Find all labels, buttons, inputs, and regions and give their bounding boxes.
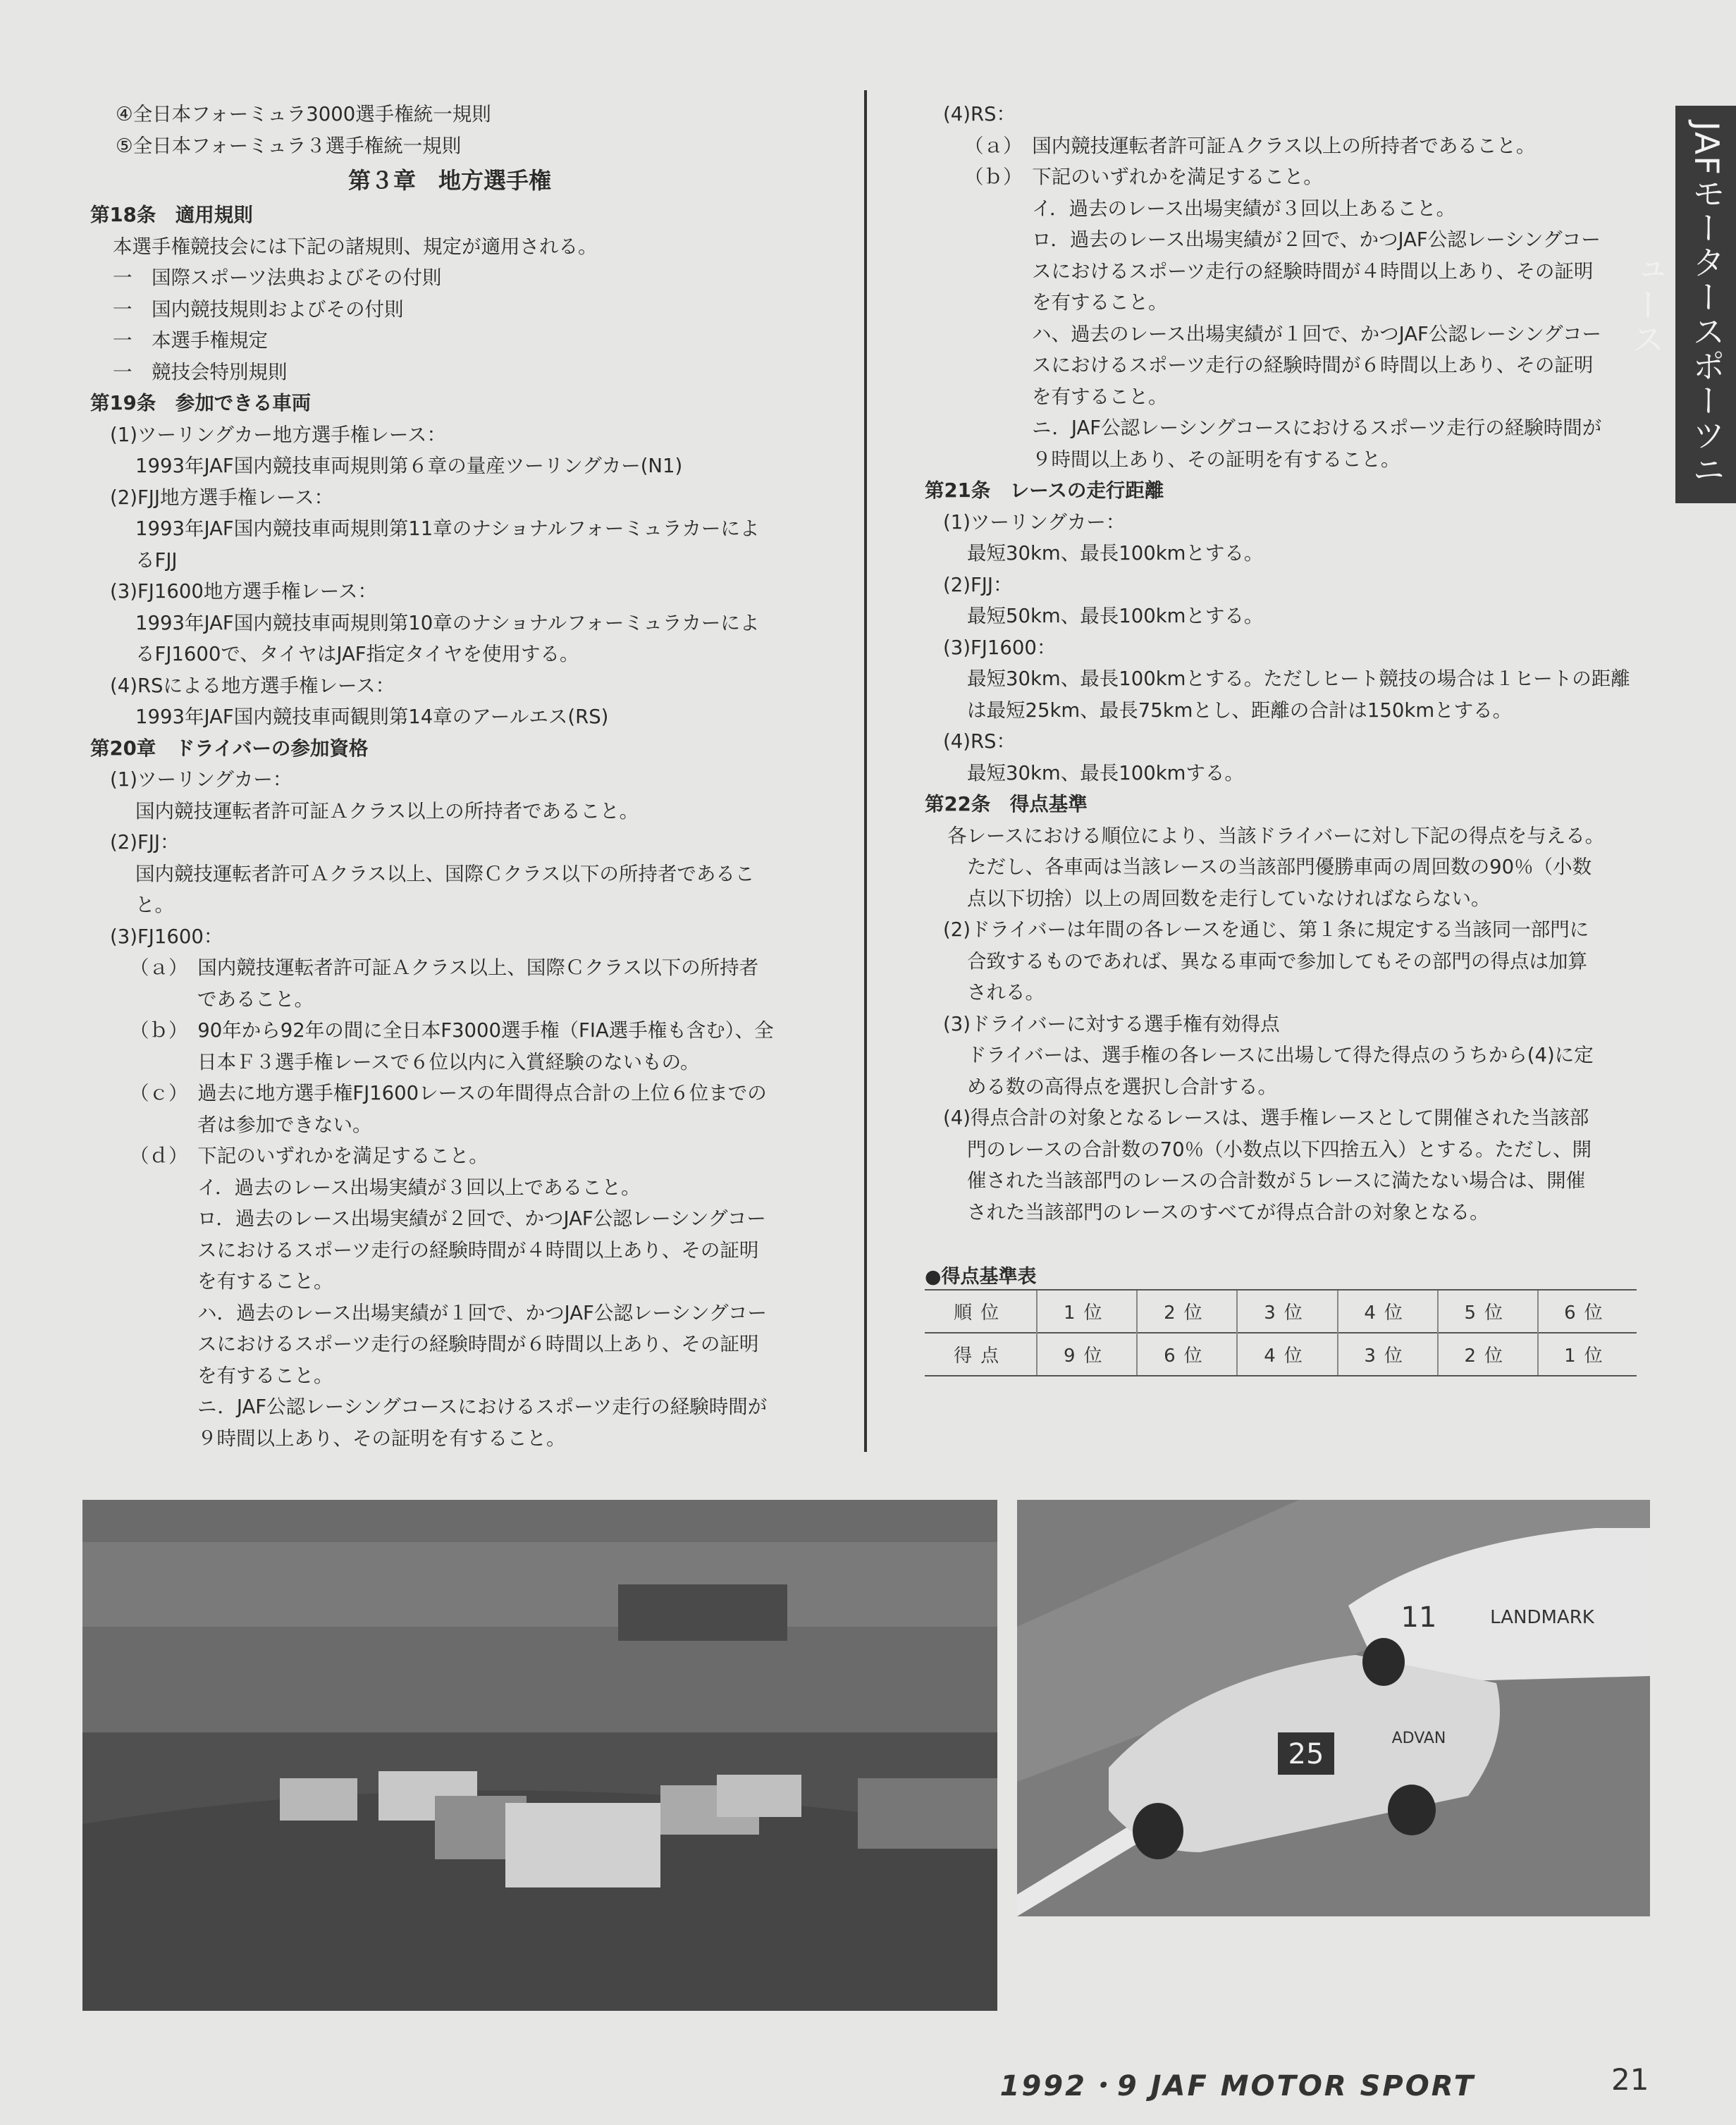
page-number: 21	[1611, 2062, 1649, 2097]
text-line: ⑤全日本フォーミュラ３選手権統一規則	[116, 134, 462, 157]
text-line: スにおけるスポーツ走行の経験時間が４時間以上あり、その証明	[1032, 259, 1594, 283]
text-line: を有すること。	[197, 1364, 333, 1387]
text-line: （ａ） 国内競技運転者許可証Ａクラス以上の所持者であること。	[964, 134, 1536, 157]
text-line: スにおけるスポーツ走行の経験時間が６時間以上あり、その証明	[1032, 354, 1594, 376]
score-cell: 2位	[1137, 1290, 1237, 1333]
article-heading: 第22条 得点基準	[925, 793, 1088, 815]
text-line: ハ．過去のレース出場実績が１回で、かつJAF公認レーシングコー	[197, 1301, 767, 1324]
text-line: ドライバーは、選手権の各レースに出場して得た得点のうちから(4)に定	[967, 1044, 1594, 1066]
right-column	[925, 99, 1638, 1228]
text-line: であること。	[197, 987, 314, 1011]
text-line: 最短50km、最長100kmとする。	[967, 605, 1264, 627]
text-line: 点以下切捨）以上の周回数を走行していなければならない。	[967, 887, 1491, 910]
text-line: 日本Ｆ３選手権レースで６位以内に入賞経験のないもの。	[197, 1050, 700, 1073]
score-cell: 1位	[1538, 1333, 1637, 1376]
text-line: を有すること。	[1032, 385, 1168, 408]
text-line: (4)RSによる地方選手権レース：	[110, 674, 395, 697]
text-line: (3)ドライバーに対する選手権有効得点	[943, 1012, 1280, 1035]
touring-car-race-image	[82, 1500, 997, 2011]
score-cell: 1位	[1037, 1290, 1137, 1333]
chapter-heading: 第３章 地方選手権	[347, 167, 551, 194]
text-line: (3)FJ1600：	[110, 925, 223, 948]
left-column	[90, 99, 809, 1454]
score-cell: 5位	[1438, 1290, 1538, 1333]
score-cell: 3位	[1237, 1290, 1337, 1333]
text-line: を有すること。	[1032, 291, 1168, 314]
text-line: (2)ドライバーは年間の各レースを通じ、第１条に規定する当該同一部門に	[943, 918, 1589, 941]
text-line: は最短25km、最長75kmとし、距離の合計は150kmとする。	[967, 698, 1513, 722]
text-line: (2)FJJ：	[943, 573, 1013, 596]
text-line: ９時間以上あり、その証明を有すること。	[197, 1427, 566, 1450]
text-line: ９時間以上あり、その証明を有すること。	[1032, 448, 1401, 471]
score-cell: 2位	[1438, 1333, 1538, 1376]
score-cell: 4位	[1338, 1290, 1438, 1333]
rank-row	[925, 1290, 1637, 1333]
footer-magazine: 1992・9 JAF MOTOR SPORT	[999, 2070, 1475, 2102]
text-line: 最短30km、最長100kmとする。ただしヒート競技の場合は１ヒートの距離	[967, 667, 1630, 690]
text-line: 国内競技運転者許可Ａクラス以上、国際Ｃクラス以下の所持者であるこ	[135, 862, 755, 885]
text-line: 催された当該部門のレースの合計数が５レースに満たない場合は、開催	[967, 1169, 1586, 1192]
text-line: と。	[135, 894, 174, 916]
text-line: ただし、各車両は当該レースの当該部門優勝車両の周回数の90％（小数	[967, 856, 1592, 878]
text-line: (1)ツーリングカー：	[110, 768, 293, 791]
text-line: 合致するものであれば、異なる車両で参加してもその部門の得点は加算	[967, 949, 1587, 973]
text-line: ④全日本フォーミュラ3000選手権統一規則	[116, 103, 491, 125]
race-photo-right	[1017, 1500, 1650, 1916]
article-heading: 第19条 参加できる車両	[90, 392, 312, 414]
text-line: 一 国際スポーツ法典およびその付則	[113, 266, 442, 289]
row-header-cell: 順位	[925, 1290, 1037, 1333]
column-divider	[864, 90, 867, 1452]
text-line: ロ．過去のレース出場実績が２回で、かつJAF公認レーシングコー	[197, 1207, 766, 1230]
text-line: (2)FJJ地方選手権レース：	[110, 486, 334, 509]
text-line: イ．過去のレース出場実績が３回以上あること。	[1032, 197, 1456, 220]
text-line: スにおけるスポーツ走行の経験時間が６時間以上あり、その証明	[197, 1333, 759, 1355]
text-line: (4)RS：	[943, 103, 1016, 125]
text-line: 国内競技運転者許可証Ａクラス以上の所持者であること。	[135, 799, 639, 823]
text-line: 1993年JAF国内競技車両規則第11章のナショナルフォーミュラカーによ	[135, 517, 760, 540]
score-cell: 6位	[1137, 1333, 1237, 1376]
text-line: （ｂ） 下記のいずれかを満足すること。	[964, 166, 1323, 188]
text-line: 1993年JAF国内競技車両規則第10章のナショナルフォーミュラカーによ	[135, 611, 760, 634]
text-line: るFJJ	[135, 548, 178, 572]
section-tab: JAFモータースポーツニュース	[1675, 106, 1736, 503]
text-line: める数の高得点を選択し合計する。	[967, 1075, 1277, 1098]
score-cell: 4位	[1237, 1333, 1337, 1376]
text-line: (4)RS：	[943, 730, 1016, 753]
text-line: された当該部門のレースのすべてが得点合計の対象となる。	[967, 1200, 1489, 1224]
text-line: （ａ） 国内競技運転者許可証Ａクラス以上、国際Ｃクラス以下の所持者	[130, 956, 759, 979]
text-line: イ．過去のレース出場実績が３回以上であること。	[197, 1176, 641, 1199]
text-line: 一 国内競技規則およびその付則	[113, 297, 404, 321]
text-line: ニ．JAF公認レーシングコースにおけるスポーツ走行の経験時間が	[1032, 417, 1602, 439]
article-heading: 第20章 ドライバーの参加資格	[90, 737, 369, 760]
sponsor-landmark: LANDMARK	[1490, 1607, 1594, 1628]
text-line: (1)ツーリングカー：	[943, 510, 1126, 534]
text-line: (4)得点合計の対象となるレースは、選手権レースとして開催された当該部	[943, 1107, 1589, 1129]
article-heading: 第21条 レースの走行距離	[925, 479, 1164, 502]
text-line: 一 競技会特別規則	[113, 360, 288, 383]
score-cell: 9位	[1037, 1333, 1137, 1376]
text-line: (3)FJ1600地方選手権レース：	[110, 580, 377, 603]
text-line: (2)FJJ：	[110, 831, 180, 854]
text-line: 各レースにおける順位により、当該ドライバーに対し下記の得点を与える。	[947, 824, 1605, 847]
race-photo-left	[82, 1500, 997, 2011]
text-line: 最短30km、最長100kmする。	[967, 761, 1244, 784]
text-line: 本選手権競技会には下記の諸規則、規定が適用される。	[113, 235, 598, 258]
text-line: （ｄ） 下記のいずれかを満足すること。	[130, 1145, 488, 1167]
score-cell: 6位	[1538, 1290, 1637, 1333]
text-line: 1993年JAF国内競技車両規則第６章の量産ツーリングカー(N1)	[135, 455, 683, 477]
text-line: 最短30km、最長100kmとする。	[967, 542, 1264, 565]
score-table	[925, 1289, 1637, 1376]
sponsor-advan: ADVAN	[1391, 1730, 1446, 1747]
text-line: を有すること。	[197, 1270, 333, 1293]
car-number-11: 11	[1401, 1601, 1437, 1634]
article-heading: 第18条 適用規則	[90, 204, 253, 226]
car-number-25: 25	[1288, 1738, 1324, 1770]
text-line: 門のレースの合計数の70％（小数点以下四捨五入）とする。ただし、開	[967, 1138, 1592, 1161]
text-line: ニ．JAF公認レーシングコースにおけるスポーツ走行の経験時間が	[197, 1396, 768, 1418]
text-line: スにおけるスポーツ走行の経験時間が４時間以上あり、その証明	[197, 1238, 759, 1262]
text-line: （ｂ） 90年から92年の間に全日本F3000選手権（FIA選手権も含む）、全	[130, 1019, 774, 1042]
text-line: 1993年JAF国内競技車両観則第14章のアールエス(RS)	[135, 706, 609, 728]
score-cell: 3位	[1338, 1333, 1438, 1376]
text-line: （ｃ） 過去に地方選手権FJ1600レースの年間得点合計の上位６位までの	[130, 1082, 767, 1104]
text-line: (1)ツーリングカー地方選手権レース：	[110, 423, 447, 446]
points-row	[925, 1333, 1637, 1376]
text-line: ロ．過去のレース出場実績が２回で、かつJAF公認レーシングコー	[1032, 228, 1601, 251]
text-line: ハ、過去のレース出場実績が１回で、かつJAF公認レーシングコー	[1032, 322, 1601, 345]
row-header-cell: 得点	[925, 1333, 1037, 1376]
score-table-title: ●得点基準表	[925, 1266, 1037, 1288]
text-line: るFJ1600で、タイヤはJAF指定タイヤを使用する。	[135, 643, 579, 665]
text-line: (3)FJ1600：	[943, 636, 1057, 659]
rs-cars-image	[1017, 1500, 1650, 1916]
text-line: される。	[967, 981, 1045, 1004]
text-line: 者は参加できない。	[197, 1113, 372, 1136]
text-line: 一 本選手権規定	[113, 329, 268, 352]
